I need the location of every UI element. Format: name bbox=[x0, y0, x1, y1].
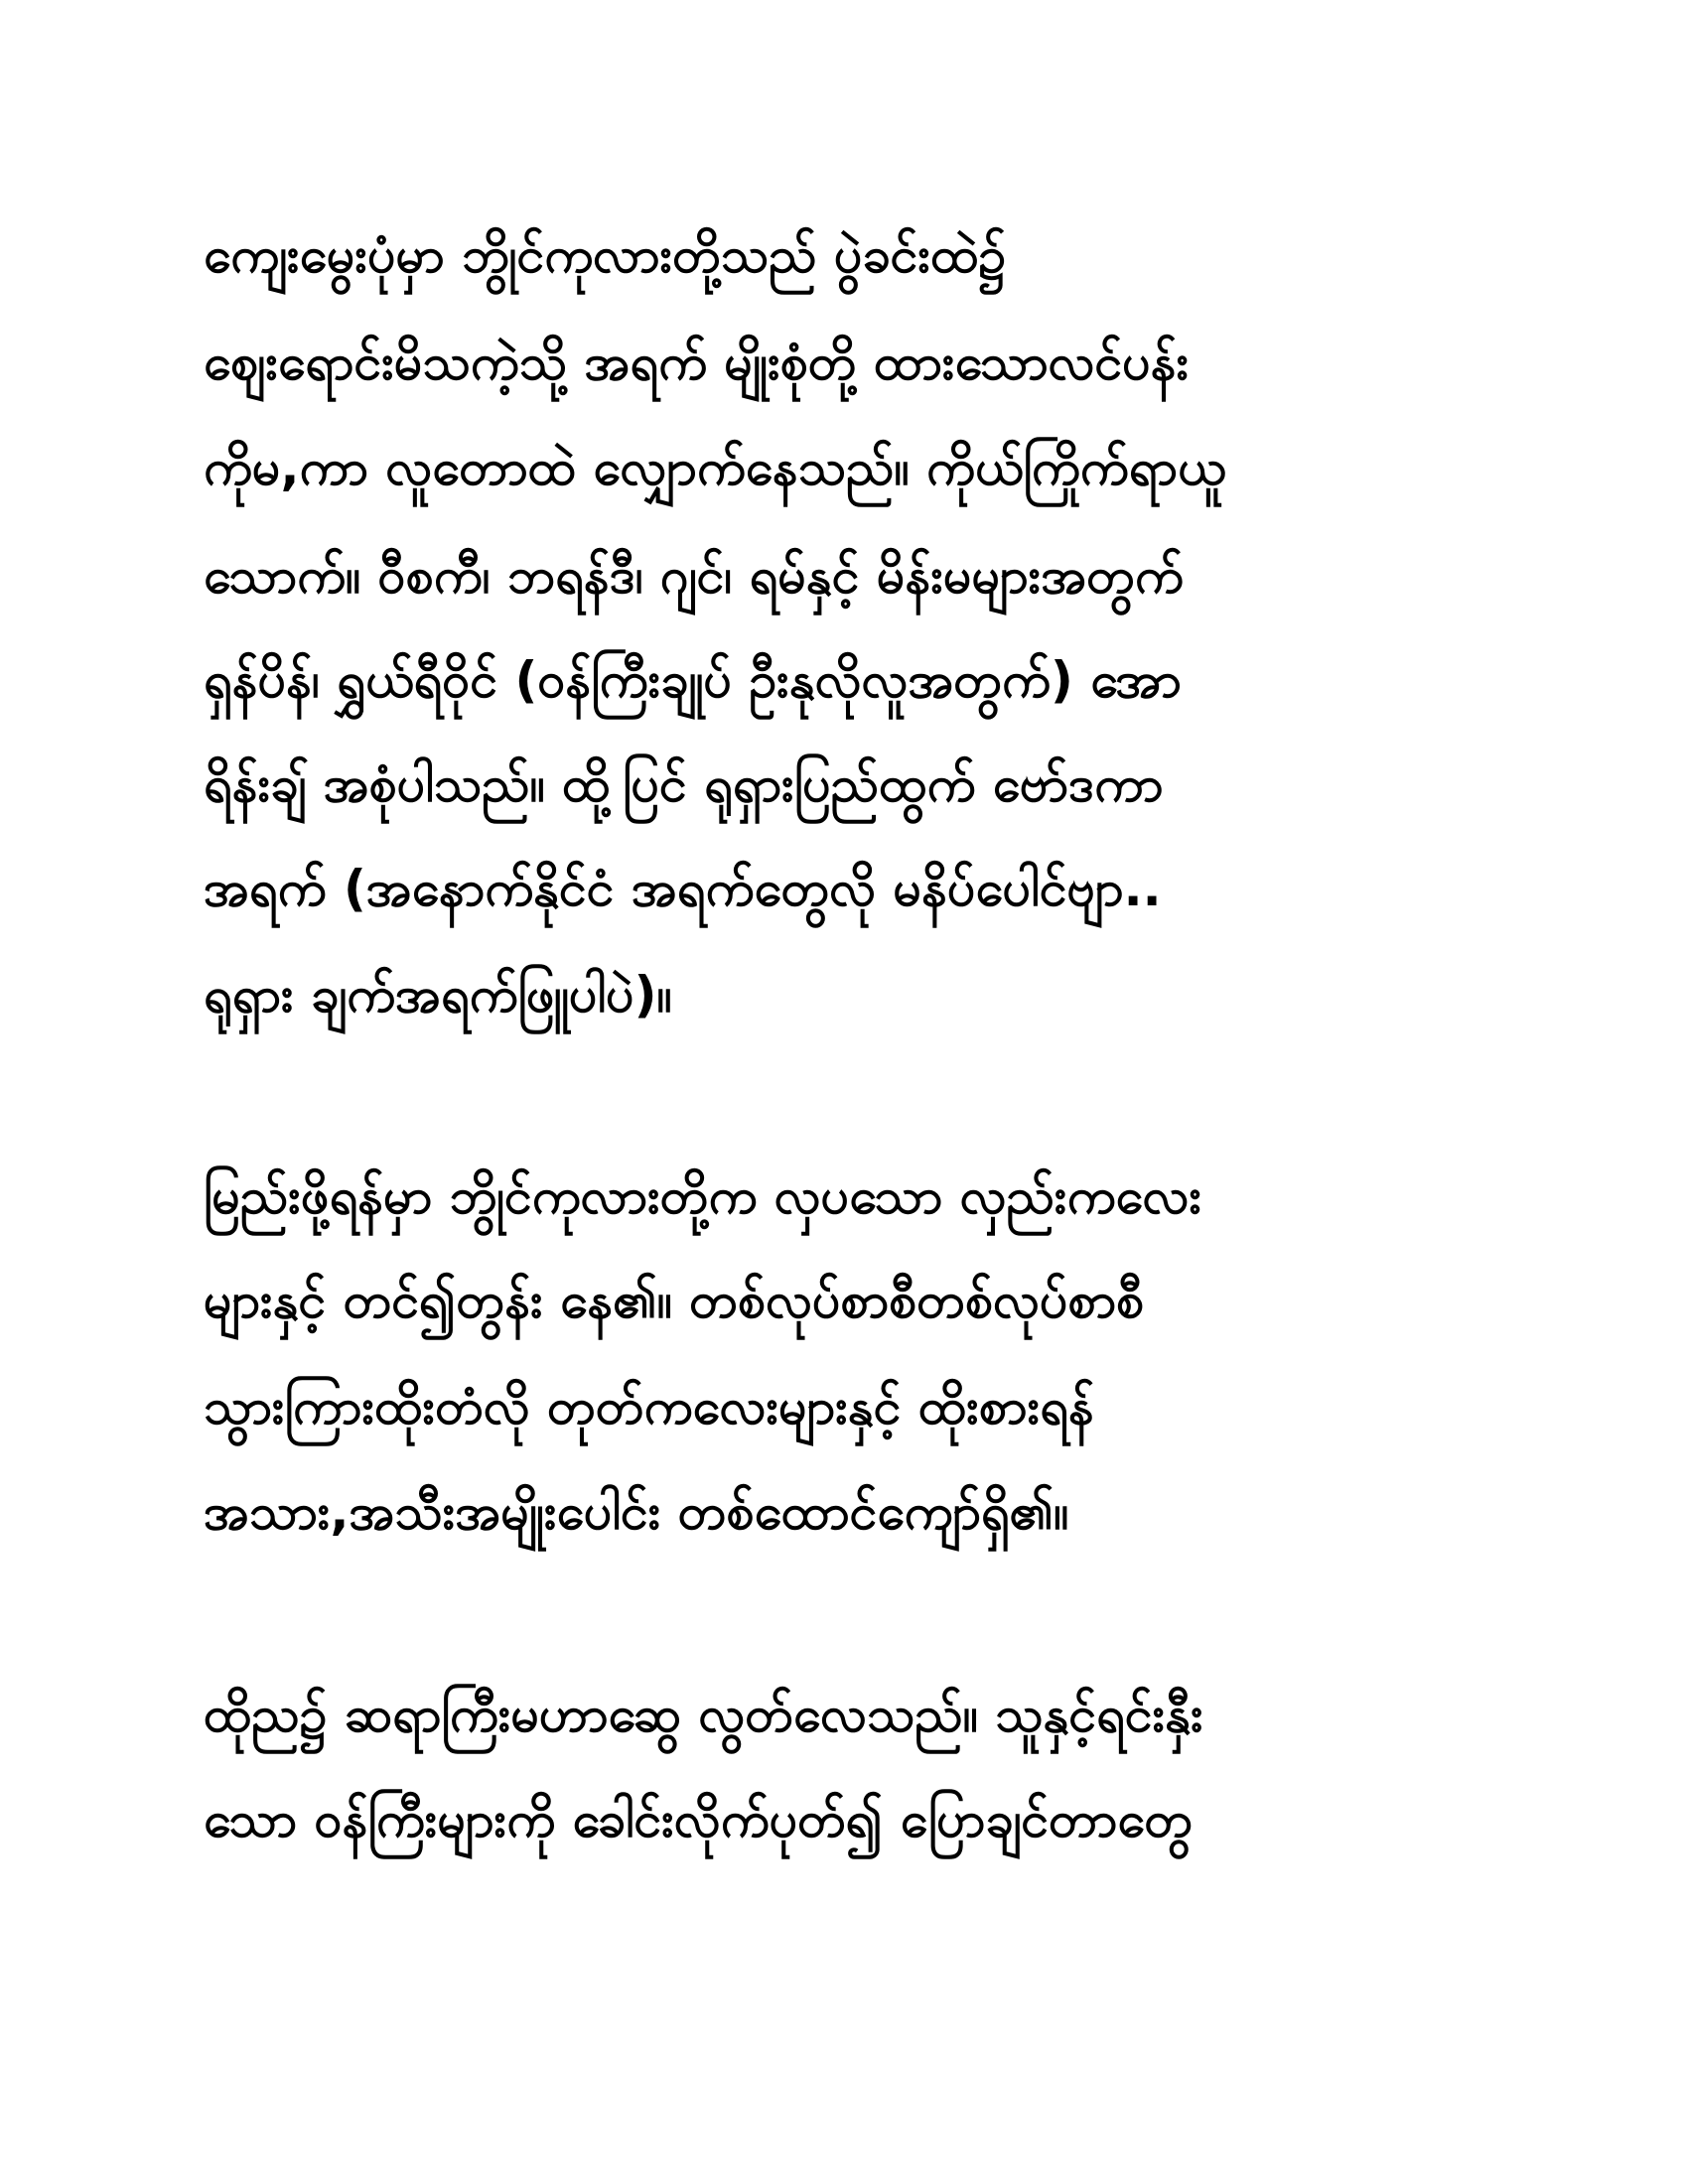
text-line: ရိန်းချ် အစုံပါသည်။ ထို့ပြင် ရုရှားပြည်ထွက် ဗော်ဒကာ bbox=[204, 755, 1164, 813]
text-line: များနှင့် တင်၍တွန်း နေ၏။ တစ်လုပ်စာစီတစ်လုပ်စာစီ bbox=[204, 1272, 1145, 1329]
text-line: ထိုည၌ ဆရာကြီးမဟာဆွေ လွတ်လေသည်။ သူနှင့်ရင်းနှီး bbox=[204, 1686, 1203, 1743]
text-line: သွားကြားထိုးတံလို တုတ်ကလေးများနှင့် ထိုးစားရန် bbox=[204, 1378, 1094, 1435]
text-line: ရုရှား ချက်အရက်ဖြူပါပဲ)။ bbox=[204, 966, 672, 1024]
text-line: ကျေးမွေးပုံမှာ ဘွိုင်ကုလားတို့သည် ပွဲခင်းထဲ၌ bbox=[204, 226, 1007, 284]
text-line: အသား,အသီးအမျိုးပေါင်း တစ်ထောင်ကျော်ရှိ၏။ bbox=[204, 1483, 1069, 1541]
text-line: အရက် (အနောက်နိုင်ငံ အရက်တွေလို မနိပ်ပေါင်ဗျာ.. bbox=[204, 860, 1162, 917]
text-line: သောက်။ ဝီစကီ၊ ဘရန်ဒီ၊ ဂျင်၊ ရမ်နှင့် မိန်းမများအတွက် bbox=[204, 547, 1184, 605]
text-line: ဈေးရောင်းမိသကဲ့သို့ အရက် မျိုးစုံတို့ ထားသောလင်ပန်း bbox=[204, 334, 1190, 391]
text-line: သော ဝန်ကြီးများကို ခေါင်းလိုက်ပုတ်၍ ပြောချင်တာတွေ bbox=[204, 1791, 1194, 1848]
text-line: ကိုမ,ကာ လူတောထဲ လျှောက်နေသည်။ ကိုယ်ကြိုက်ရာယူ bbox=[204, 439, 1226, 496]
text-line: ရှန်ပိန်၊ ရွှယ်ရီဝိုင် (ဝန်ကြီးချုပ် ဦးနုလိုလူအတွက်) အော bbox=[204, 651, 1182, 709]
text-line: မြည်းဖို့ရန်မှာ ဘွိုင်ကုလားတို့က လှပသော လှည်းကလေး bbox=[204, 1167, 1202, 1225]
